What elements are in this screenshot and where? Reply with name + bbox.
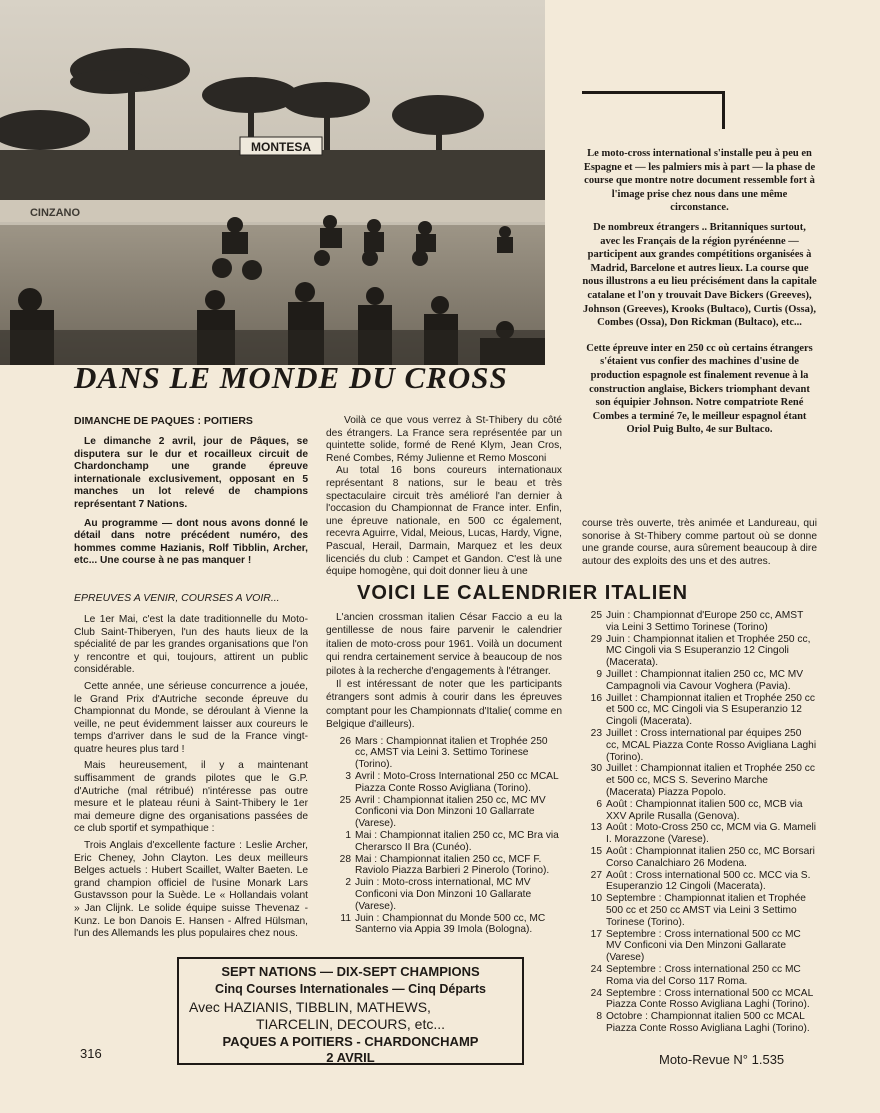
photo-caption [582, 147, 817, 437]
magazine-issue: Moto-Revue N° 1.535 [659, 1052, 785, 1067]
calendar-entry-day: 2 [345, 877, 351, 889]
calendar-entry-text: Juillet : Championnat italien et Trophée 250 cc et 500 cc, MCS S. Severino Marche (Macerata) Piazza Popolo. [606, 763, 815, 798]
calendar-entry [577, 669, 817, 693]
calendar-entry-text: Avril : Championnat italien 250 cc, MC MV Conficoni via Don Minzoni 10 Gallarrate (Varese). [355, 794, 546, 830]
col2-p2: Au total 16 bons coureurs internationaux représentant 8 nations, sur le beau et très spectaculaire circuit très amélioré l'an dernier à l'occasion du Championnat de France inter. Enfin, une épreuve nationale, en 500 cc également, recevra Aguirre, Vidal, Meious, Lucas, Hardy, Vigne, Pascual, Herail, Darmain, Marquez et les deux licenciés du club : Campet et Gandon. C'est là une équipe homogène, qui doit donner lieu à une [326, 465, 562, 578]
calendar-entry [326, 830, 562, 854]
calendar-entry [577, 822, 817, 846]
calendar-entry-text: Août : Championnat italien 500 cc, MCB via XXV Aprile Rusalla (Genova). [606, 798, 803, 822]
calendar-entry-day: 9 [596, 668, 602, 680]
poitiers-p2: Au programme — dont nous avons donné le détail dans notre précédent numéro, des hommes comme Hazianis, Rolf Tibblin, Archer, etc... Une course à ne pas manquer ! [74, 517, 308, 567]
calendar-entry-text: Juillet : Cross international par équipes 250 cc, MCAL Piazza Conte Rosso Avigliana Laghi (Torino). [606, 727, 817, 763]
calendar-entry-text: Octobre : Championnat italien 500 cc MCAL Piazza Conte Rosso Avigliana Laghi (Torino). [606, 1011, 810, 1034]
calendar-entry [577, 1011, 817, 1035]
calendar-entry [577, 893, 817, 928]
hoarding-text: CINZANO [29, 207, 81, 219]
ad-line-5: PAQUES A POITIERS - CHARDONCHAMP [222, 1034, 479, 1049]
caption-p3: Cette épreuve inter en 250 cc où certains étrangers s'étaient vus confier des machines d'usine de production espagnole est finalement revenue à la construction anglaise, Bickers triomphant devant son équipier Johnson. Notre compatriote René Combes a terminé 7e, le meilleur espagnol étant Oriol Puig Bulto, 4e sur Bultaco. [586, 342, 813, 436]
calendar-entry-text: Septembre : Cross international 250 cc MC Roma via del Corso 117 Roma. [606, 963, 801, 987]
calendar-entry-text: Mai : Championnat italien 250 cc, MCF F. Raviolo Piazza Barbieri 2 Pinerolo (Torino). [355, 853, 550, 877]
calendar-entry [577, 964, 817, 988]
subheading-poitiers: DIMANCHE DE PAQUES : POITIERS [74, 415, 253, 427]
column-2 [326, 415, 562, 579]
calendar-entry-day: 17 [590, 928, 602, 940]
calendar-entry-day: 28 [339, 853, 351, 865]
calendar-entry-day: 24 [590, 963, 602, 975]
calendar-entry-text: Septembre : Championnat italien et Trophée 500 cc et 250 cc AMST via Leini 3 Settimo Torinese (Torino). [606, 893, 806, 928]
column-1 [74, 415, 308, 941]
calendar-entry-text: Septembre : Cross international 500 cc MCAL Piazza Conte Rosso Avigliana Laghi (Torino). [606, 987, 813, 1011]
col2-continuation: course très ouverte, très animée et Landureau, qui sonorise à St-Thibery comme partout où se donne une grande course, aura sûrement beaucoup à dire autour des exploits des uns et des autres. [582, 518, 817, 567]
calendar-entry-day: 26 [339, 735, 351, 747]
subheading-epreuves: EPREUVES A VENIR, COURSES A VOIR... [74, 591, 280, 604]
calendar-entry-day: 24 [590, 987, 602, 999]
calendar-entry-day: 25 [339, 794, 351, 806]
ad-line-6: 2 AVRIL [326, 1050, 375, 1065]
calendar-entry [326, 771, 562, 795]
calendar-entry-day: 8 [596, 1011, 602, 1023]
calendar-intro [326, 611, 562, 936]
calendar-entry [577, 846, 817, 870]
calendar-entry [577, 634, 817, 669]
calendar-intro-p2: Il est intéressant de noter que les participants étrangers sont admis à courir dans les épreuves comptant pour les Championnats d'Italie( comme en Belgique d'ailleurs). [326, 679, 562, 731]
calendar-entry-day: 6 [596, 798, 602, 810]
calendar-entry-day: 25 [590, 610, 602, 621]
calendar-entry-text: Août : Cross international 500 cc. MCC via S. Esuperanzio 12 Cingoli (Macerata). [606, 869, 811, 893]
calendar-entry [577, 763, 817, 798]
caption-p1: Le moto-cross international s'installe peu à peu en Espagne et — les palmiers mis à part — la phase de course que montre notre document ressemble fort à l'image prise chez nous dans une même circonstance. [583, 148, 816, 214]
calendar-entry-text: Juin : Championnat italien et Trophée 250 cc, MC Cingoli via S Esuperanzio 12 Cingoli (Macerata). [606, 633, 811, 669]
calendar-entry [326, 877, 562, 912]
calendar-entry-text: Juillet : Championnat italien et Trophée 250 cc et 500 cc, MC Cingoli via S Esuperanzio 12 Cingoli (Macerata). [606, 692, 815, 728]
ad-line-2: Cinq Courses Internationales — Cinq Départs [215, 982, 486, 996]
calendar-entry-text: Juin : Moto-cross international, MC MV Conficoni via Don Minzoni 10 Gallarate (Varese). [355, 877, 532, 912]
photo-illustration [0, 0, 545, 365]
calendar-list-right [577, 610, 817, 1035]
calendar-entry [326, 854, 562, 878]
calendar-entry [326, 795, 562, 830]
calendar-entry-day: 11 [340, 912, 351, 924]
calendar-entry-day: 29 [590, 633, 602, 645]
calendar-entry-day: 3 [345, 771, 351, 783]
calendar-entry-day: 27 [590, 869, 602, 881]
epreuves-p1: Le 1er Mai, c'est la date traditionnelle du Moto-Club Saint-Thiberyen, l'un des hauts lieux de la spécialité de par les grandes organisations que l'on y rencontre et qui, toujours, attirent un public considérable. [74, 613, 308, 676]
poitiers-p1: Le dimanche 2 avril, jour de Pâques, se disputera sur le dur et rocailleux circuit de Chardonchamp une grande épreuve internationale exclusivement, opposant en 5 manches un lot relevé de champions représentant 7 Nations. [74, 436, 308, 510]
calendar-entry-text: Août : Championnat italien 250 cc, MC Borsari Corso Canalchiaro 26 Modena. [606, 845, 815, 869]
event-advertisement [177, 957, 524, 1065]
caption-p2: De nombreux étrangers .. Britanniques surtout, avec les Français de la région pyrénéenne — participent aux grandes compétitions organisées à Madrid, Barcelone et autres lieux. La course que nous illustrons a eu lieu précisément dans la capitale catalane et l'on y trouvait Dave Bickers (Greeves), Johnson (Greeves), Krooks (Bultaco), Curtis (Ossa), Combes (Ossa), Don Rickman (Bultaco), etc... [582, 221, 817, 329]
motocross-photo [0, 0, 545, 365]
calendar-entry-day: 10 [590, 893, 602, 905]
headline: DANS LE MONDE DU CROSS [74, 360, 508, 395]
epreuves-p4: Trois Anglais d'excellente facture : Leslie Archer, Eric Cheney, John Clayton. Les deux meilleurs Belges actuels : Hubert Scaillet, Walter Baeten. Le grand champion officiel de l'usine Monark Lars Gustavsson pour la Suède. Le « Hollandais volant » Jan Clijnk. Le solide équipe suisse Thevenaz - Kunz. Le bon Danois E. Hansen - Alfred Hülsman, l'un des Allemands les plus populaires chez nous. [74, 840, 308, 940]
calendar-entry [326, 736, 562, 771]
ad-line-3: Avec HAZIANIS, TIBBLIN, MATHEWS, [189, 999, 431, 1015]
calendar-entry-day: 30 [590, 763, 602, 775]
calendar-entry [577, 929, 817, 964]
calendar-intro-p1: L'ancien crossman italien César Faccio a eu la gentillesse de nous faire parvenir le calendrier italien de moto-cross pour 1961. Voilà un document qui rendra certainement service à beaucoup de nos pilotes à la recherche d'engagements à l'étranger. [326, 612, 562, 677]
calendar-list-left [326, 736, 562, 937]
calendar-title: VOICI LE CALENDRIER ITALIEN [357, 582, 689, 604]
epreuves-p2: Cette année, une sérieuse concurrence a jouée, le Grand Prix d'Autriche seconde épreuve du Championnat du Monde, se déroulant à Vienne la veille, ne peut évidemment laisser aux coureurs le temps d'arriver dans le sud de la France vingt-quatre heures plus tard ! [74, 680, 308, 755]
calendar-entry-day: 23 [590, 727, 602, 739]
calendar-entry [577, 870, 817, 894]
decorative-rule-vertical [722, 91, 725, 129]
calendar-entry [326, 913, 562, 937]
calendar-entry-text: Avril : Moto-Cross International 250 cc MCAL Piazza Conte Rosso Avigliana (Torino). [355, 771, 559, 794]
calendar-entry-day: 15 [590, 845, 602, 857]
ad-line-4: TIARCELIN, DECOURS, etc... [255, 1016, 446, 1032]
decorative-rule [582, 91, 724, 94]
calendar-entry-day: 13 [590, 822, 602, 834]
calendar-entry-text: Juillet : Championnat italien 250 cc, MC MV Campagnoli via Cavour Voghera (Pavia). [606, 668, 804, 692]
calendar-entry-text: Mars : Championnat italien et Trophée 250 cc, AMST via Leini 3. Settimo Torinese (Torino). [355, 735, 548, 771]
col2-p1: Voilà ce que vous verrez à St-Thibery du côté des étrangers. La France sera représentée par un quintette solide, formé de René Klym, Jean Cros, René Combes, Rémy Julienne et Remo Mosconi [326, 415, 562, 464]
calendar-entry [577, 610, 817, 634]
calendar-entry [577, 799, 817, 823]
ad-line-1: SEPT NATIONS — DIX-SEPT CHAMPIONS [221, 964, 480, 979]
calendar-entry [577, 988, 817, 1012]
page-number: 316 [80, 1046, 102, 1061]
calendar-entry [577, 728, 817, 763]
montesa-banner: MONTESA [251, 140, 311, 154]
calendar-entry-text: Août : Moto-Cross 250 cc, MCM via G. Mameli I. Morazzone (Varese). [606, 822, 817, 846]
calendar-entry-day: 16 [590, 692, 602, 704]
calendar-entry-text: Septembre : Cross international 500 cc MC MV Conficoni via Den Minzoni Gallarate (Varese) [606, 928, 801, 964]
epreuves-p3: Mais heureusement, il y a maintenant suffisamment de grands pilotes que le G.P. d'Autriche (mal rétribué) n'intéresse pas outre mesure et le plateau réuni à Saint-Thibery le 1er mai demeure digne des organisations passées de ce club sportif et sympathique : [74, 760, 308, 835]
calendar-entry-day: 1 [345, 830, 351, 842]
calendar-entry-text: Mai : Championnat italien 250 cc, MC Bra via Cherarsco II Bra (Cunéo). [355, 830, 559, 853]
calendar-entry-text: Juin : Championnat du Monde 500 cc, MC Santerno via Appia 39 Imola (Bologna). [355, 912, 546, 936]
calendar-entry [577, 693, 817, 728]
calendar-entry-text: Juin : Championnat d'Europe 250 cc, AMST via Leini 3 Settimo Torinese (Torino) [606, 610, 804, 633]
